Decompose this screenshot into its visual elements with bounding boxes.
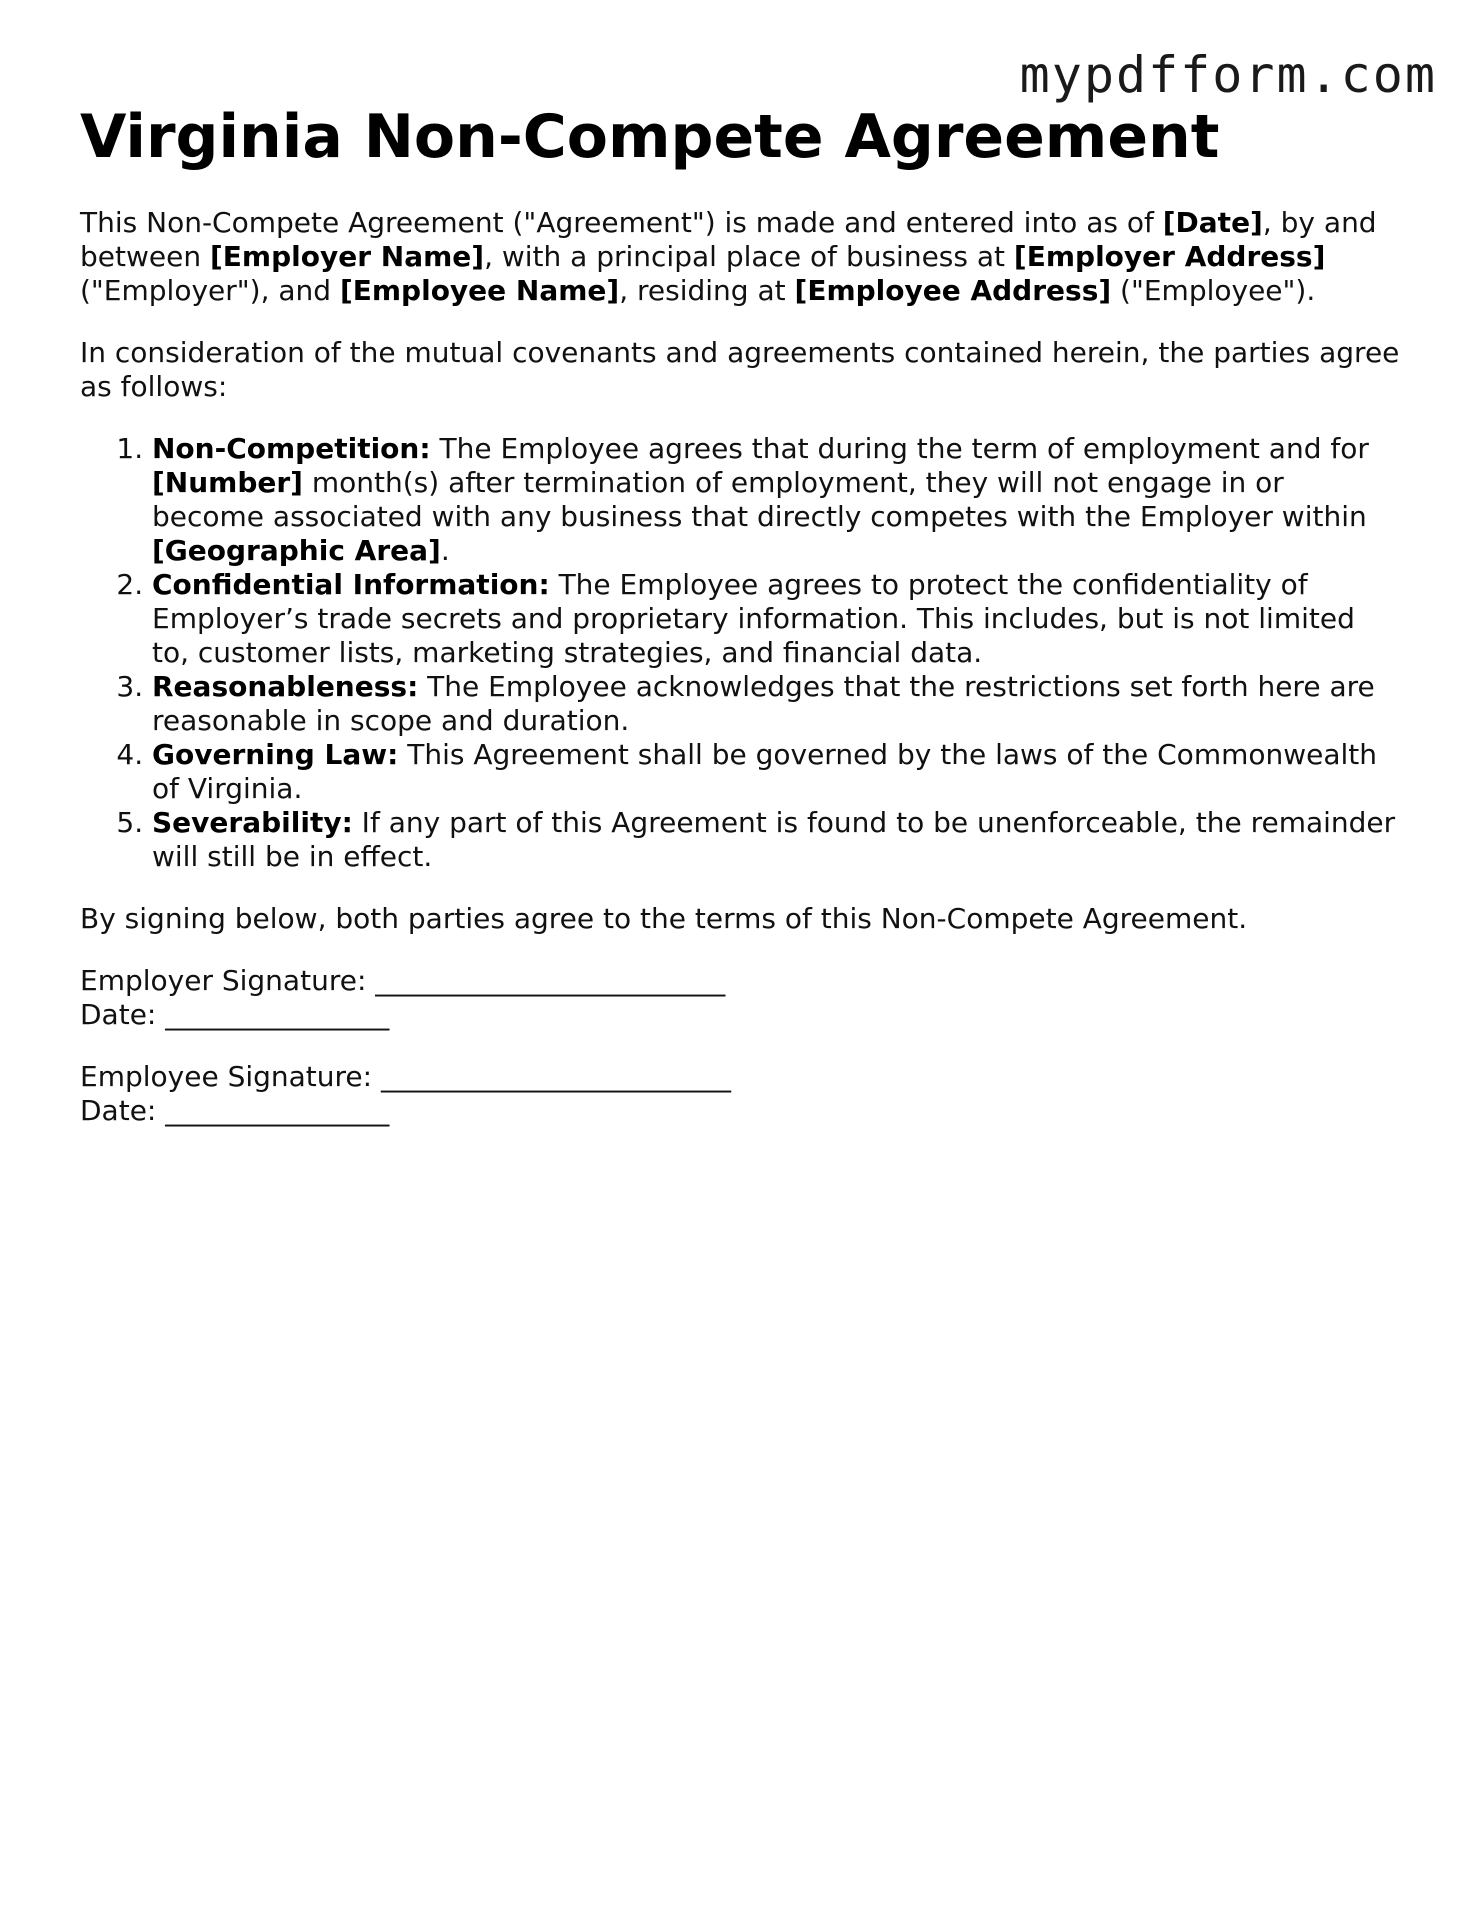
intro-text: , with a principal place of business at — [484, 240, 1014, 273]
clause-heading: Reasonableness: — [152, 670, 419, 703]
clause-heading: Governing Law: — [152, 738, 399, 771]
clause-text: . — [440, 534, 450, 567]
geographic-area-placeholder: [Geographic Area] — [152, 534, 441, 567]
document-page — [80, 102, 1400, 1156]
clause-text: This Agreement shall be governed by the laws of the Commonwealth of Virginia. — [152, 738, 1378, 805]
employer-address-placeholder: [Employer Address] — [1013, 240, 1326, 273]
employer-name-placeholder: [Employer Name] — [209, 240, 485, 273]
document-title: Virginia Non-Compete Agreement — [80, 102, 1220, 172]
employee-date-field[interactable]: Date: ________________ — [80, 1094, 390, 1127]
employer-signature-block — [80, 964, 1400, 1032]
employee-address-placeholder: [Employee Address] — [794, 274, 1112, 307]
clause-text: The Employee agrees that during the term of employment and for — [430, 432, 1369, 465]
intro-text: , by and between — [80, 206, 1377, 273]
intro-text: This Non-Compete Agreement ("Agreement") is made and entered into as of — [80, 206, 1163, 239]
intro-text: ("Employer"), and — [80, 274, 340, 307]
number-placeholder: [Number] — [152, 466, 303, 499]
clause-text: The Employee acknowledges that the restrictions set forth here are reasonable in scope and duration. — [152, 670, 1375, 737]
clause-heading: Non-Competition: — [152, 432, 431, 465]
clause-text: The Employee agrees to protect the confidentiality of Employer’s trade secrets and proprietary information. This includes, but is not limited to, customer lists, marketing strategies, and financial data. — [152, 568, 1355, 669]
clause-heading: Severability: — [152, 806, 353, 839]
intro-paragraph — [80, 206, 1400, 308]
date-placeholder: [Date] — [1162, 206, 1263, 239]
employer-date-field[interactable]: Date: ________________ — [80, 998, 390, 1031]
clause-non-competition — [152, 432, 1400, 568]
clause-list — [80, 432, 1400, 874]
clause-governing-law — [152, 738, 1400, 806]
clause-confidential-information — [152, 568, 1400, 670]
clause-heading: Confidential Information: — [152, 568, 550, 601]
closing-paragraph: By signing below, both parties agree to the terms of this Non-Compete Agreement. — [80, 902, 1248, 935]
watermark: mypdfform.com — [1019, 46, 1437, 104]
clause-reasonableness — [152, 670, 1400, 738]
clause-text: If any part of this Agreement is found to be unenforceable, the remainder will still be in effect. — [152, 806, 1396, 873]
employee-name-placeholder: [Employee Name] — [339, 274, 620, 307]
employee-signature-block — [80, 1060, 1400, 1128]
intro-text: ("Employee"). — [1111, 274, 1316, 307]
employer-signature-field[interactable]: Employer Signature: _________________________ — [80, 964, 726, 997]
consideration-paragraph: In consideration of the mutual covenants and agreements contained herein, the parties agree as follows: — [80, 336, 1400, 403]
clause-text: month(s) after termination of employment, they will not engage in or become associated with any business that directly competes with the Employer within — [152, 466, 1367, 533]
intro-text: , residing at — [619, 274, 795, 307]
employee-signature-field[interactable]: Employee Signature: _________________________ — [80, 1060, 731, 1093]
clause-severability — [152, 806, 1400, 874]
